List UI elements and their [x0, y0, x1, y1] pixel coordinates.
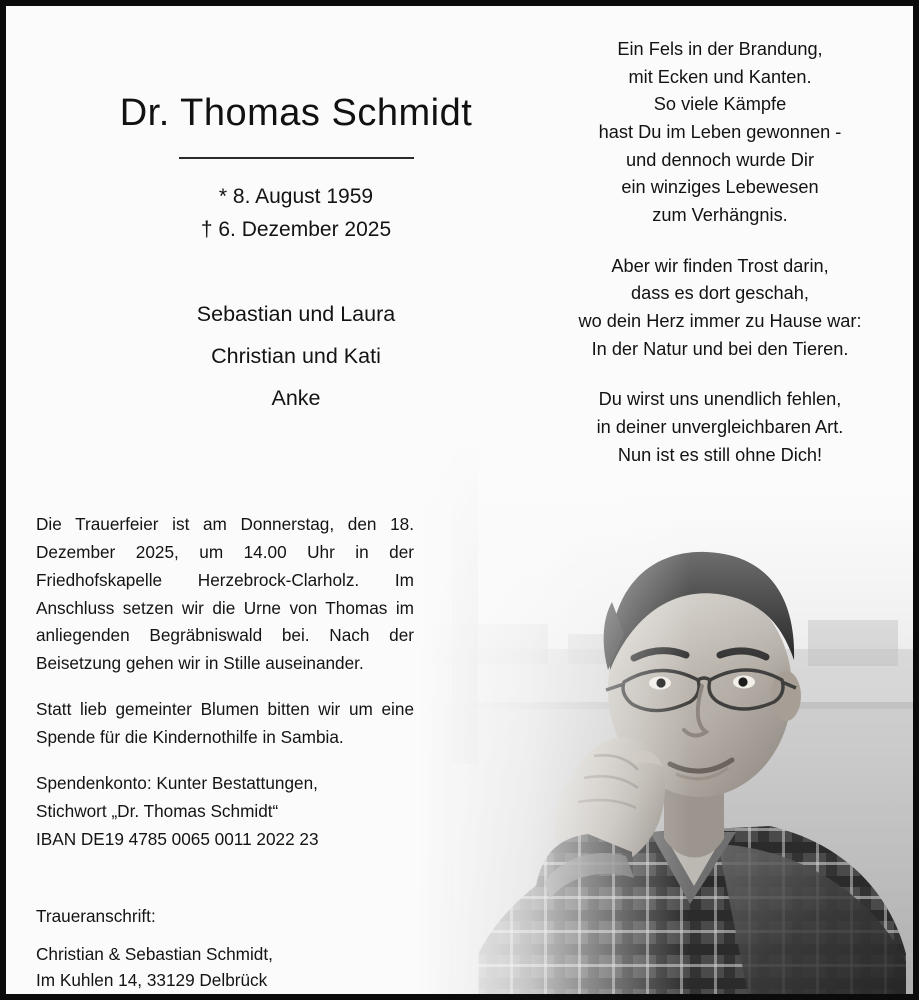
- birth-date: * 8. August 1959: [218, 185, 374, 208]
- poem-line: ein winziges Lebewesen: [621, 177, 819, 198]
- poem-line: So viele Kämpfe: [653, 94, 787, 115]
- survivor-line: Sebastian und Laura: [196, 302, 396, 327]
- deceased-name: Dr. Thomas Schmidt: [119, 92, 473, 134]
- mourning-address: [36, 904, 436, 993]
- poem-line: Ein Fels in der Brandung,: [617, 39, 823, 59]
- poem-stanza: [555, 253, 885, 364]
- address-label: Traueranschrift:: [36, 906, 156, 926]
- life-dates: [6, 181, 586, 246]
- poem-line: Nun ist es still ohne Dich!: [617, 444, 823, 465]
- funeral-details: [36, 511, 414, 853]
- poem-line: und dennoch wurde Dir: [625, 149, 815, 170]
- ceremony-paragraph: Die Trauerfeier ist am Donnerstag, den 18. Dezember 2025, um 14.00 Uhr in der Friedhofskapelle Herzebrock-Clarholz. Im Anschluss setzen wir die Urne von Thomas im anliegenden Begräbniswald bei. Nach der Beisetzung gehen wir in Stille auseinander.: [36, 514, 414, 674]
- survivor-line: Christian und Kati: [211, 344, 381, 369]
- memorial-poem: [555, 36, 885, 469]
- poem-line: hast Du im Leben gewonnen -: [598, 121, 842, 142]
- poem-line: in deiner unvergleichbaren Art.: [596, 416, 844, 437]
- poem-stanza: [555, 386, 885, 469]
- poem-line: mit Ecken und Kanten.: [628, 66, 812, 87]
- address-line-1: Christian & Sebastian Schmidt,: [36, 943, 273, 964]
- poem-line: Aber wir finden Trost darin,: [611, 255, 829, 276]
- donation-account-line-2: Stichwort „Dr. Thomas Schmidt“: [36, 800, 279, 821]
- survivors-list: [6, 294, 586, 420]
- poem-line: zum Verhängnis.: [652, 204, 788, 225]
- portrait-photo: [418, 434, 913, 994]
- address-line-2: Im Kuhlen 14, 33129 Delbrück: [36, 969, 268, 990]
- death-date: † 6. Dezember 2025: [200, 217, 392, 241]
- poem-line: Du wirst uns unendlich fehlen,: [598, 389, 842, 410]
- poem-line: dass es dort geschah,: [631, 283, 809, 304]
- memorial-header: [6, 92, 586, 420]
- survivor-line: Anke: [271, 385, 321, 410]
- donation-account-line-1: Spendenkonto: Kunter Bestattungen,: [36, 772, 318, 793]
- poem-stanza: [555, 36, 885, 230]
- poem-line: In der Natur und bei den Tieren.: [591, 338, 849, 359]
- obituary-inner: [6, 6, 913, 994]
- donation-paragraph: Statt lieb gemeinter Blumen bitten wir um eine Spende für die Kindernothilfe in Sambia.: [36, 699, 414, 748]
- poem-line: wo dein Herz immer zu Hause war:: [578, 310, 862, 331]
- donation-iban: IBAN DE19 4785 0065 0011 2022 23: [36, 828, 319, 849]
- divider-rule: [179, 157, 414, 159]
